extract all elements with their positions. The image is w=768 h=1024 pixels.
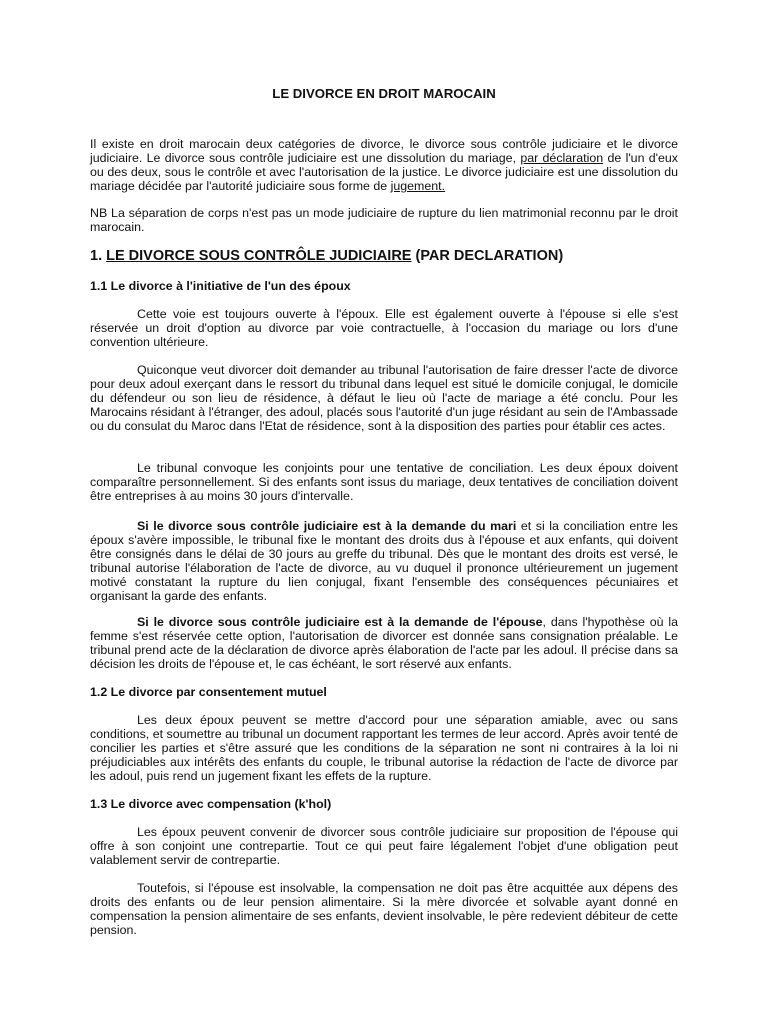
paragraph-1-1-d (90, 519, 678, 603)
section-1-subtitle: (PAR DECLARATION) (411, 248, 564, 264)
nb-paragraph: NB La séparation de corps n'est pas un mode judiciaire de rupture du lien matrimonial reconnu par le droit marocain. (90, 206, 678, 234)
intro-paragraph (90, 137, 678, 193)
intro-text-2: de l'un d'eux ou des deux, sous le contrôle et avec l'autorisation de la justice. Le divorce judiciaire est une dissolution du mariage décidée par l'autorité judiciaire sous forme de (90, 151, 679, 193)
paragraph-1-1-e (90, 615, 678, 671)
paragraph-1-1-a: Cette voie est toujours ouverte à l'époux. Elle est également ouverte à l'épouse si elle s'est réservée un droit d'option au divorce par voie contractuelle, à l'occasion du mariage ou lors d'une convention ultérieure. (90, 307, 678, 349)
paragraph-1-1-d-text: et si la conciliation entre les époux s'avère impossible, le tribunal fixe le montant des droits dus à l'épouse et aux enfants, qui doivent être consignés dans le délai de 30 jours au greffe du tribunal. Dès que le montant des droits est versé, le tribunal autorise l'élaboration de l'acte de divorce, au vu duquel il prononce ultérieurement un jugement motivé constatant la rupture du lien conjugal, fixant l'ensemble des conséquences pécuniaires et organisant la garde des enfants. (90, 519, 678, 603)
paragraph-1-1-b: Quiconque veut divorcer doit demander au tribunal l'autorisation de faire dresser l'acte de divorce pour deux adoul exerçant dans le ressort du tribunal dans lequel est situé le domicile conjugal, le domicile du défendeur ou son lieu de résidence, à défaut le lieu où l'acte de mariage a été conclu. Pour les Marocains résidant à l'étranger, des adoul, placés sous l'autorité d'un juge résidant au sein de l'Ambassade ou du consulat du Maroc dans l'Etat de résidence, sont à la disposition des parties pour établir ces actes. (90, 363, 678, 433)
intro-underline-jugement: jugement. (390, 179, 446, 193)
paragraph-1-1-d-bold: Si le divorce sous contrôle judiciaire est à la demande du mari (137, 519, 517, 533)
paragraph-1-3-b: Toutefois, si l'épouse est insolvable, la compensation ne doit pas être acquittée aux dépens des droits des enfants ou de leur pension alimentaire. Si la mère divorcée et solvable ayant donné en compensation la pension alimentaire de ses enfants, devient insolvable, le père redevient débiteur de cette pension. (90, 881, 678, 937)
section-1-1-heading: 1.1 Le divorce à l'initiative de l'un des époux (90, 279, 351, 293)
paragraph-1-2: Les deux époux peuvent se mettre d'accord pour une séparation amiable, avec ou sans conditions, et soumettre au tribunal un document rapportant les termes de leur accord. Après avoir tenté de concilier les parties et s'être assuré que les conditions de la séparation ne sont ni contraires à la loi ni préjudiciables aux intérêts des enfants du couple, le tribunal autorise la rédaction de l'acte de divorce par les adoul, puis rend un jugement fixant les effets de la rupture. (90, 713, 678, 783)
paragraph-1-1-e-text: , dans l'hypothèse où la femme s'est réservée cette option, l'autorisation de divorcer est donnée sans consignation préalable. Le tribunal prend acte de la déclaration de divorce après élaboration de l'acte par les adoul. Il précise dans sa décision les droits de l'épouse et, le cas échéant, le sort réservé aux enfants. (90, 615, 678, 671)
intro-underline-declaration: par déclaration (520, 151, 604, 165)
page-title: LE DIVORCE EN DROIT MAROCAIN (272, 86, 496, 101)
intro-text-1: Il existe en droit marocain deux catégories de divorce, le divorce sous contrôle judiciaire et le divorce judiciaire. Le divorce sous contrôle judiciaire est une dissolution du mariage, (90, 137, 678, 165)
section-1-heading (90, 248, 678, 265)
section-1-title: LE DIVORCE SOUS CONTRÔLE JUDICIAIRE (106, 248, 412, 264)
section-1-3-heading: 1.3 Le divorce avec compensation (k'hol) (90, 797, 332, 811)
section-1-number: 1. (90, 248, 107, 264)
paragraph-1-1-e-bold: Si le divorce sous contrôle judiciaire est à la demande de l'épouse (137, 615, 543, 629)
paragraph-1-1-c: Le tribunal convoque les conjoints pour une tentative de conciliation. Les deux époux doivent comparaître personnellement. Si des enfants sont issus du mariage, deux tentatives de conciliation doivent être entreprises à au moins 30 jours d'intervalle. (90, 461, 678, 503)
paragraph-1-3-a: Les époux peuvent convenir de divorcer sous contrôle judiciaire sur proposition de l'épouse qui offre à son conjoint une contrepartie. Tout ce qui peut faire légalement l'objet d'une obligation peut valablement servir de contrepartie. (90, 825, 678, 867)
section-1-2-heading: 1.2 Le divorce par consentement mutuel (90, 685, 327, 699)
